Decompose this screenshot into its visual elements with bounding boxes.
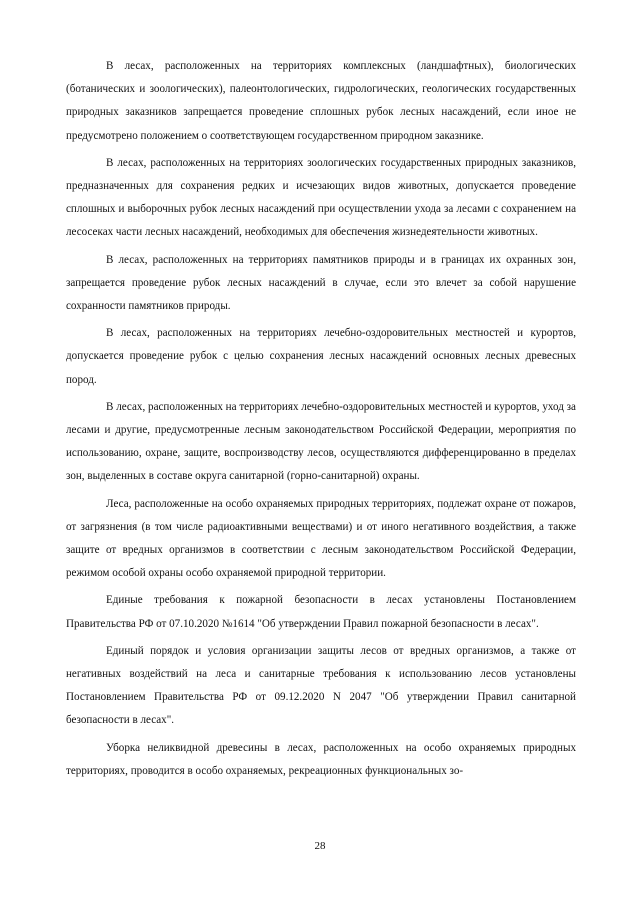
paragraph-complex-reserves: В лесах, расположенных на территориях комплексных (ландшафтных), биологических (ботанических и зоологических), палеонтологических, гидрологических, геологических государственных природных заказников запрещается проведение сплошных рубок лесных насаждений, если иное не предусмотрено положением о соответствующем государственном природном заказнике. <box>66 60 576 142</box>
paragraph-sanitary-safety: Единый порядок и условия организации защиты лесов от вредных организмов, а также от негативных воздействий на леса и санитарные требования к использованию лесов установлены Постановлением Правительства РФ от 09.12.2020 N 2047 "Об утверждении Правил санитарной безопасности в лесах". <box>66 644 576 727</box>
paragraph-resorts-care: В лесах, расположенных на территориях лечебно-оздоровительных местностей и курортов, уход за лесами и другие, предусмотренные лесным законодательством Российской Федерации, мероприятия по использованию, охране, защите, воспроизводству лесов, осуществляются дифференцированно в пределах зон, выделенных в составе округа санитарной (горно-санитарной) охраны. <box>66 400 576 483</box>
paragraph-wood-cleanup: Уборка неликвидной древесины в лесах, расположенных на особо охраняемых природных территориях, проводится в особо охраняемых, рекреационных функциональных зо- <box>66 741 576 777</box>
paragraph-resorts-cutting: В лесах, расположенных на территориях лечебно-оздоровительных местностей и курортов, допускается проведение рубок с целью сохранения лесных насаждений основных лесных древесных пород. <box>66 327 576 386</box>
paragraph-nature-monuments: В лесах, расположенных на территориях памятников природы и в границах их охранных зон, запрещается проведение рубок лесных насаждений в случае, если это влечет за собой нарушение сохранности памятников природы. <box>66 253 576 313</box>
paragraph-zoological-reserves: В лесах, расположенных на территориях зоологических государственных природных заказников, предназначенных для сохранения редких и исчезающих видов животных, допускается проведение сплошных и выборочных рубок лесных насаждений при осуществлении ухода за лесами с сохранением на лесосеках части лесных насаждений, необходимых для обеспечения жизнедеятельности животных. <box>66 156 576 239</box>
paragraph-fire-safety: Единые требования к пожарной безопасности в лесах установлены Постановлением Правительства РФ от 07.10.2020 №1614 "Об утверждении Правил пожарной безопасности в лесах". <box>66 594 576 630</box>
document-body <box>66 55 576 787</box>
paragraph-protection: Леса, расположенные на особо охраняемых природных территориях, подлежат охране от пожаров, от загрязнения (в том числе радиоактивными веществами) и от иного негативного воздействия, а также защите от вредных организмов в соответствии с лесным законодательством Российской Федерации, режимом особой охраны особо охраняемой природной территории. <box>66 497 576 580</box>
page-number: 28 <box>314 840 326 852</box>
